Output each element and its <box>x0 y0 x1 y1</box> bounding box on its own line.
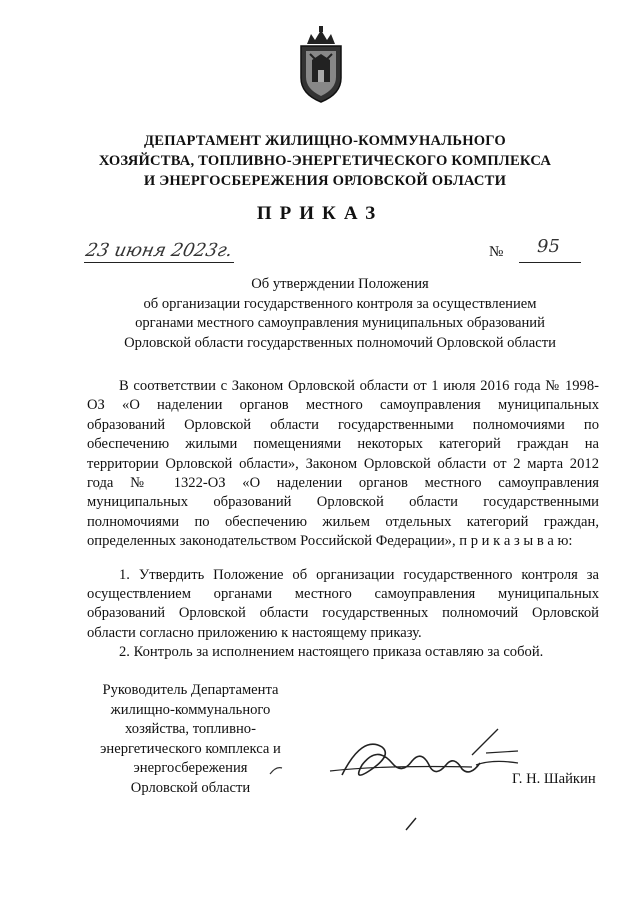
header-line: ДЕПАРТАМЕНТ ЖИЛИЩНО-КОММУНАЛЬНОГО <box>144 133 506 149</box>
subject-line: органами местного самоуправления муниципальных образований <box>135 315 545 332</box>
number-label: № <box>489 244 504 260</box>
date-underline <box>84 262 234 263</box>
signer-title-line: энергетического комплекса и <box>100 740 281 757</box>
signature-icon <box>322 725 522 795</box>
preamble-paragraph: В соответствии с Законом Орловской области от 1 июля 2016 года № 1998-ОЗ «О наделении органов местного самоуправления муниципальных образований Орловской области государственными полномочиями по обеспечению жилыми помещениями некоторых категорий граждан на территории Орловской области», Законом Орловской области от 2 марта 2012 года № 1322-ОЗ «О наделении органов местного самоуправления муниципальных образований Орловской области государственными полномочиями по обеспечению жильем отдельных категорий граждан, определенных законодательством Российской Федерации», п р и к а з ы в а ю: <box>87 378 599 550</box>
signer-title-line: Руководитель Департамента <box>102 682 279 698</box>
item-paragraph: 1. Утвердить Положение об организации государственного контроля за осуществлением органами местного самоуправления муниципальных образований Орловской области государственных полномочий Орловской области согласно приложению к настоящему приказу. <box>87 566 599 641</box>
pen-mark-icon <box>268 764 284 778</box>
order-subject <box>60 275 620 353</box>
handwritten-date: 23 июня 2023г. <box>83 240 235 261</box>
signer-name: Г. Н. Шайкин <box>512 771 596 787</box>
handwritten-number: 95 <box>537 236 560 257</box>
number-underline <box>519 262 581 263</box>
signer-title-line: жилищно-коммунального <box>110 701 271 718</box>
department-header <box>60 131 590 191</box>
subject-line: Об утверждении Положения <box>251 276 429 292</box>
signer-title <box>88 681 293 799</box>
subject-line: Орловской области государственных полномочий Орловской области <box>124 334 556 351</box>
item-paragraph: 2. Контроль за исполнением настоящего приказа оставляю за собой. <box>119 644 544 661</box>
order-body <box>87 377 599 663</box>
header-line: И ЭНЕРГОСБЕРЕЖЕНИЯ ОРЛОВСКОЙ ОБЛАСТИ <box>143 173 507 189</box>
signer-title-line: энергосбережения <box>133 760 248 777</box>
pen-mark-icon <box>404 816 418 832</box>
header-line: ХОЗЯЙСТВА, ТОПЛИВНО-ЭНЕРГЕТИЧЕСКОГО КОМПЛЕКСА <box>98 153 552 169</box>
coat-of-arms-icon <box>297 26 345 104</box>
subject-line: об организации государственного контроля за осуществлением <box>143 295 537 312</box>
order-title: ПРИКАЗ <box>256 203 384 224</box>
signer-title-line: Орловской области <box>130 779 251 796</box>
signer-title-line: хозяйства, топливно- <box>125 721 256 738</box>
